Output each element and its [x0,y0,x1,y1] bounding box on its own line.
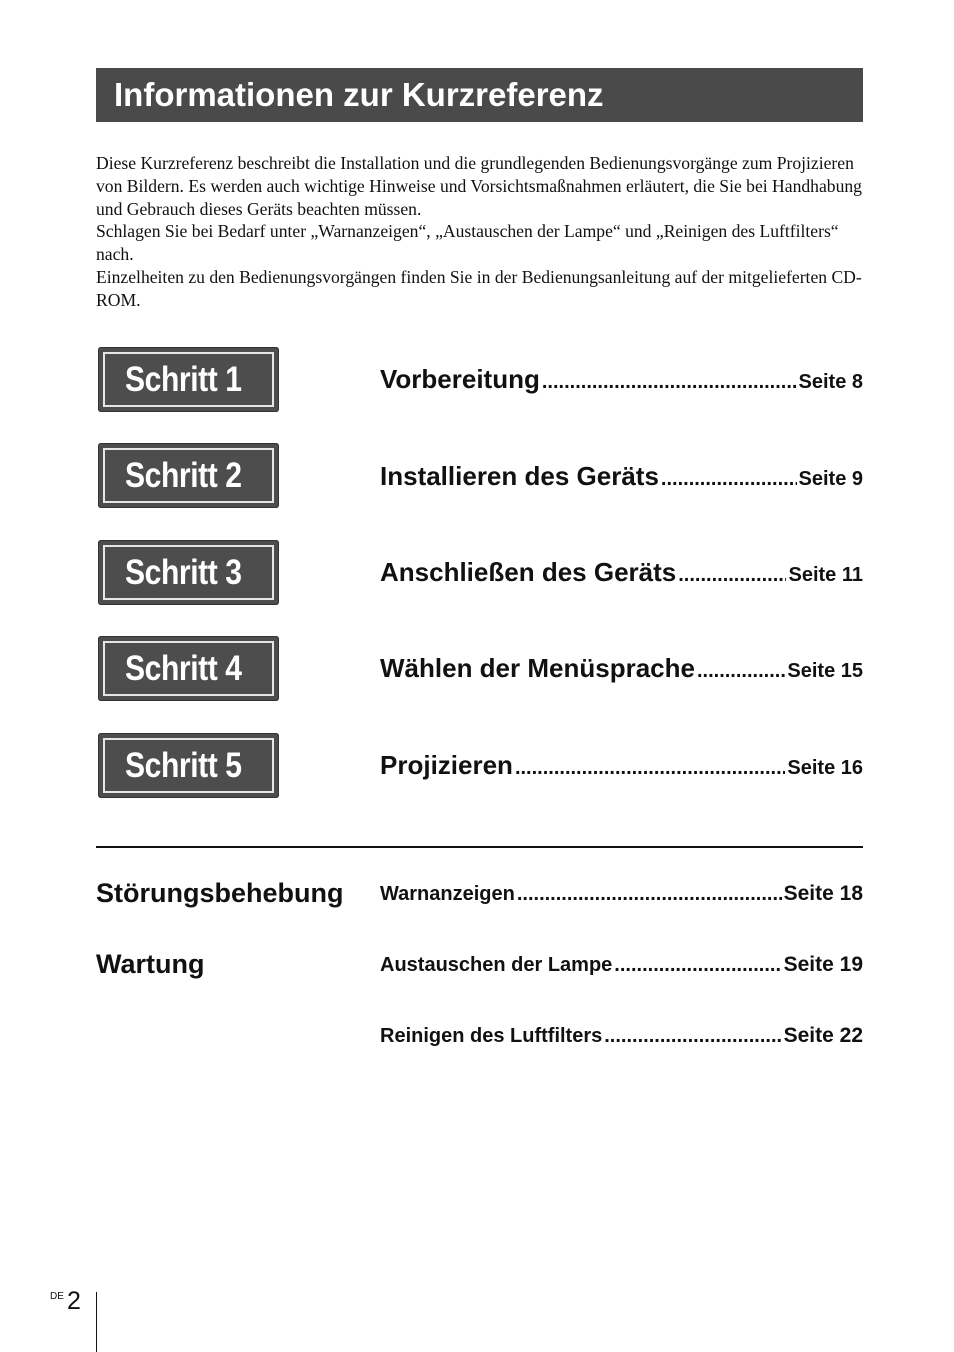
toc-entry-warnings[interactable] [380,882,863,906]
toc-entry-title: Anschließen des Geräts [380,557,677,587]
step-badge-label: Schritt 5 [125,745,242,785]
toc-leader-dots [542,371,797,394]
toc-entry-step-3[interactable] [380,557,863,588]
toc-entry-step-5[interactable] [380,750,863,781]
step-badge-label: Schritt 4 [125,648,242,688]
toc-entry-title: Austauschen der Lampe [380,954,613,976]
toc-entry-title: Warnanzeigen [380,883,515,905]
toc-entry-page: Seite 9 [798,468,863,490]
toc-entry-page: Seite 11 [788,564,863,586]
intro-text [96,152,866,312]
section-heading-maintenance: Wartung [96,949,205,979]
toc-entry-page: Seite 19 [783,953,863,976]
toc-entry-title: Wählen der Menüsprache [380,653,695,683]
toc-entry-lamp[interactable] [380,953,863,977]
page-title: Informationen zur Kurzreferenz [114,76,604,113]
toc-entry-page: Seite 8 [798,371,863,393]
intro-paragraph: Schlagen Sie bei Bedarf unter „Warnanzeigen“, „Austauschen der Lampe“ und „Reinigen des Luftfilters“ nach. [96,221,839,265]
step-badge-2 [98,443,279,508]
intro-paragraph: Diese Kurzreferenz beschreibt die Installation und die grundlegenden Bedienungsvorgänge zum Projizieren von Bildern. Es werden auch wichtige Hinweise und Vorsichtsmaßnahmen erläutert, die Sie bei Handhabung und Gebrauch dieses Geräts beachten müssen. [96,153,862,219]
toc-leader-dots [604,1025,781,1048]
toc-entry-title: Vorbereitung [380,364,540,394]
page-title-bar [96,68,863,122]
toc-leader-dots [517,883,782,906]
step-badge-4 [98,636,279,701]
toc-leader-dots [661,468,797,491]
toc-leader-dots [697,660,785,683]
toc-leader-dots [678,564,786,587]
step-badge-label: Schritt 3 [125,552,242,592]
toc-entry-step-2[interactable] [380,461,863,492]
toc-entry-page: Seite 22 [783,1024,863,1047]
toc-entry-air-filter[interactable] [380,1024,863,1048]
toc-entry-step-4[interactable] [380,653,863,684]
step-badge-1 [98,347,279,412]
toc-entry-title: Installieren des Geräts [380,461,659,491]
toc-leader-dots [515,757,785,780]
section-divider [96,846,863,848]
toc-entry-step-1[interactable] [380,364,863,395]
footer-language: DE [50,1291,64,1302]
toc-leader-dots [614,954,781,977]
step-badge-label: Schritt 1 [125,359,242,399]
step-badge-5 [98,733,279,798]
footer-rule [96,1292,97,1352]
toc-entry-page: Seite 16 [787,757,863,779]
footer-page-number: 2 [67,1287,81,1315]
section-heading-troubleshooting: Störungsbehebung [96,878,344,908]
step-badge-label: Schritt 2 [125,455,242,495]
toc-entry-title: Projizieren [380,750,513,780]
toc-entry-title: Reinigen des Luftfilters [380,1025,603,1047]
step-badge-3 [98,540,279,605]
toc-entry-page: Seite 15 [787,660,863,682]
intro-paragraph: Einzelheiten zu den Bedienungsvorgängen finden Sie in der Bedienungsanleitung auf der mitgelieferten CD-ROM. [96,266,862,310]
toc-entry-page: Seite 18 [783,882,863,905]
